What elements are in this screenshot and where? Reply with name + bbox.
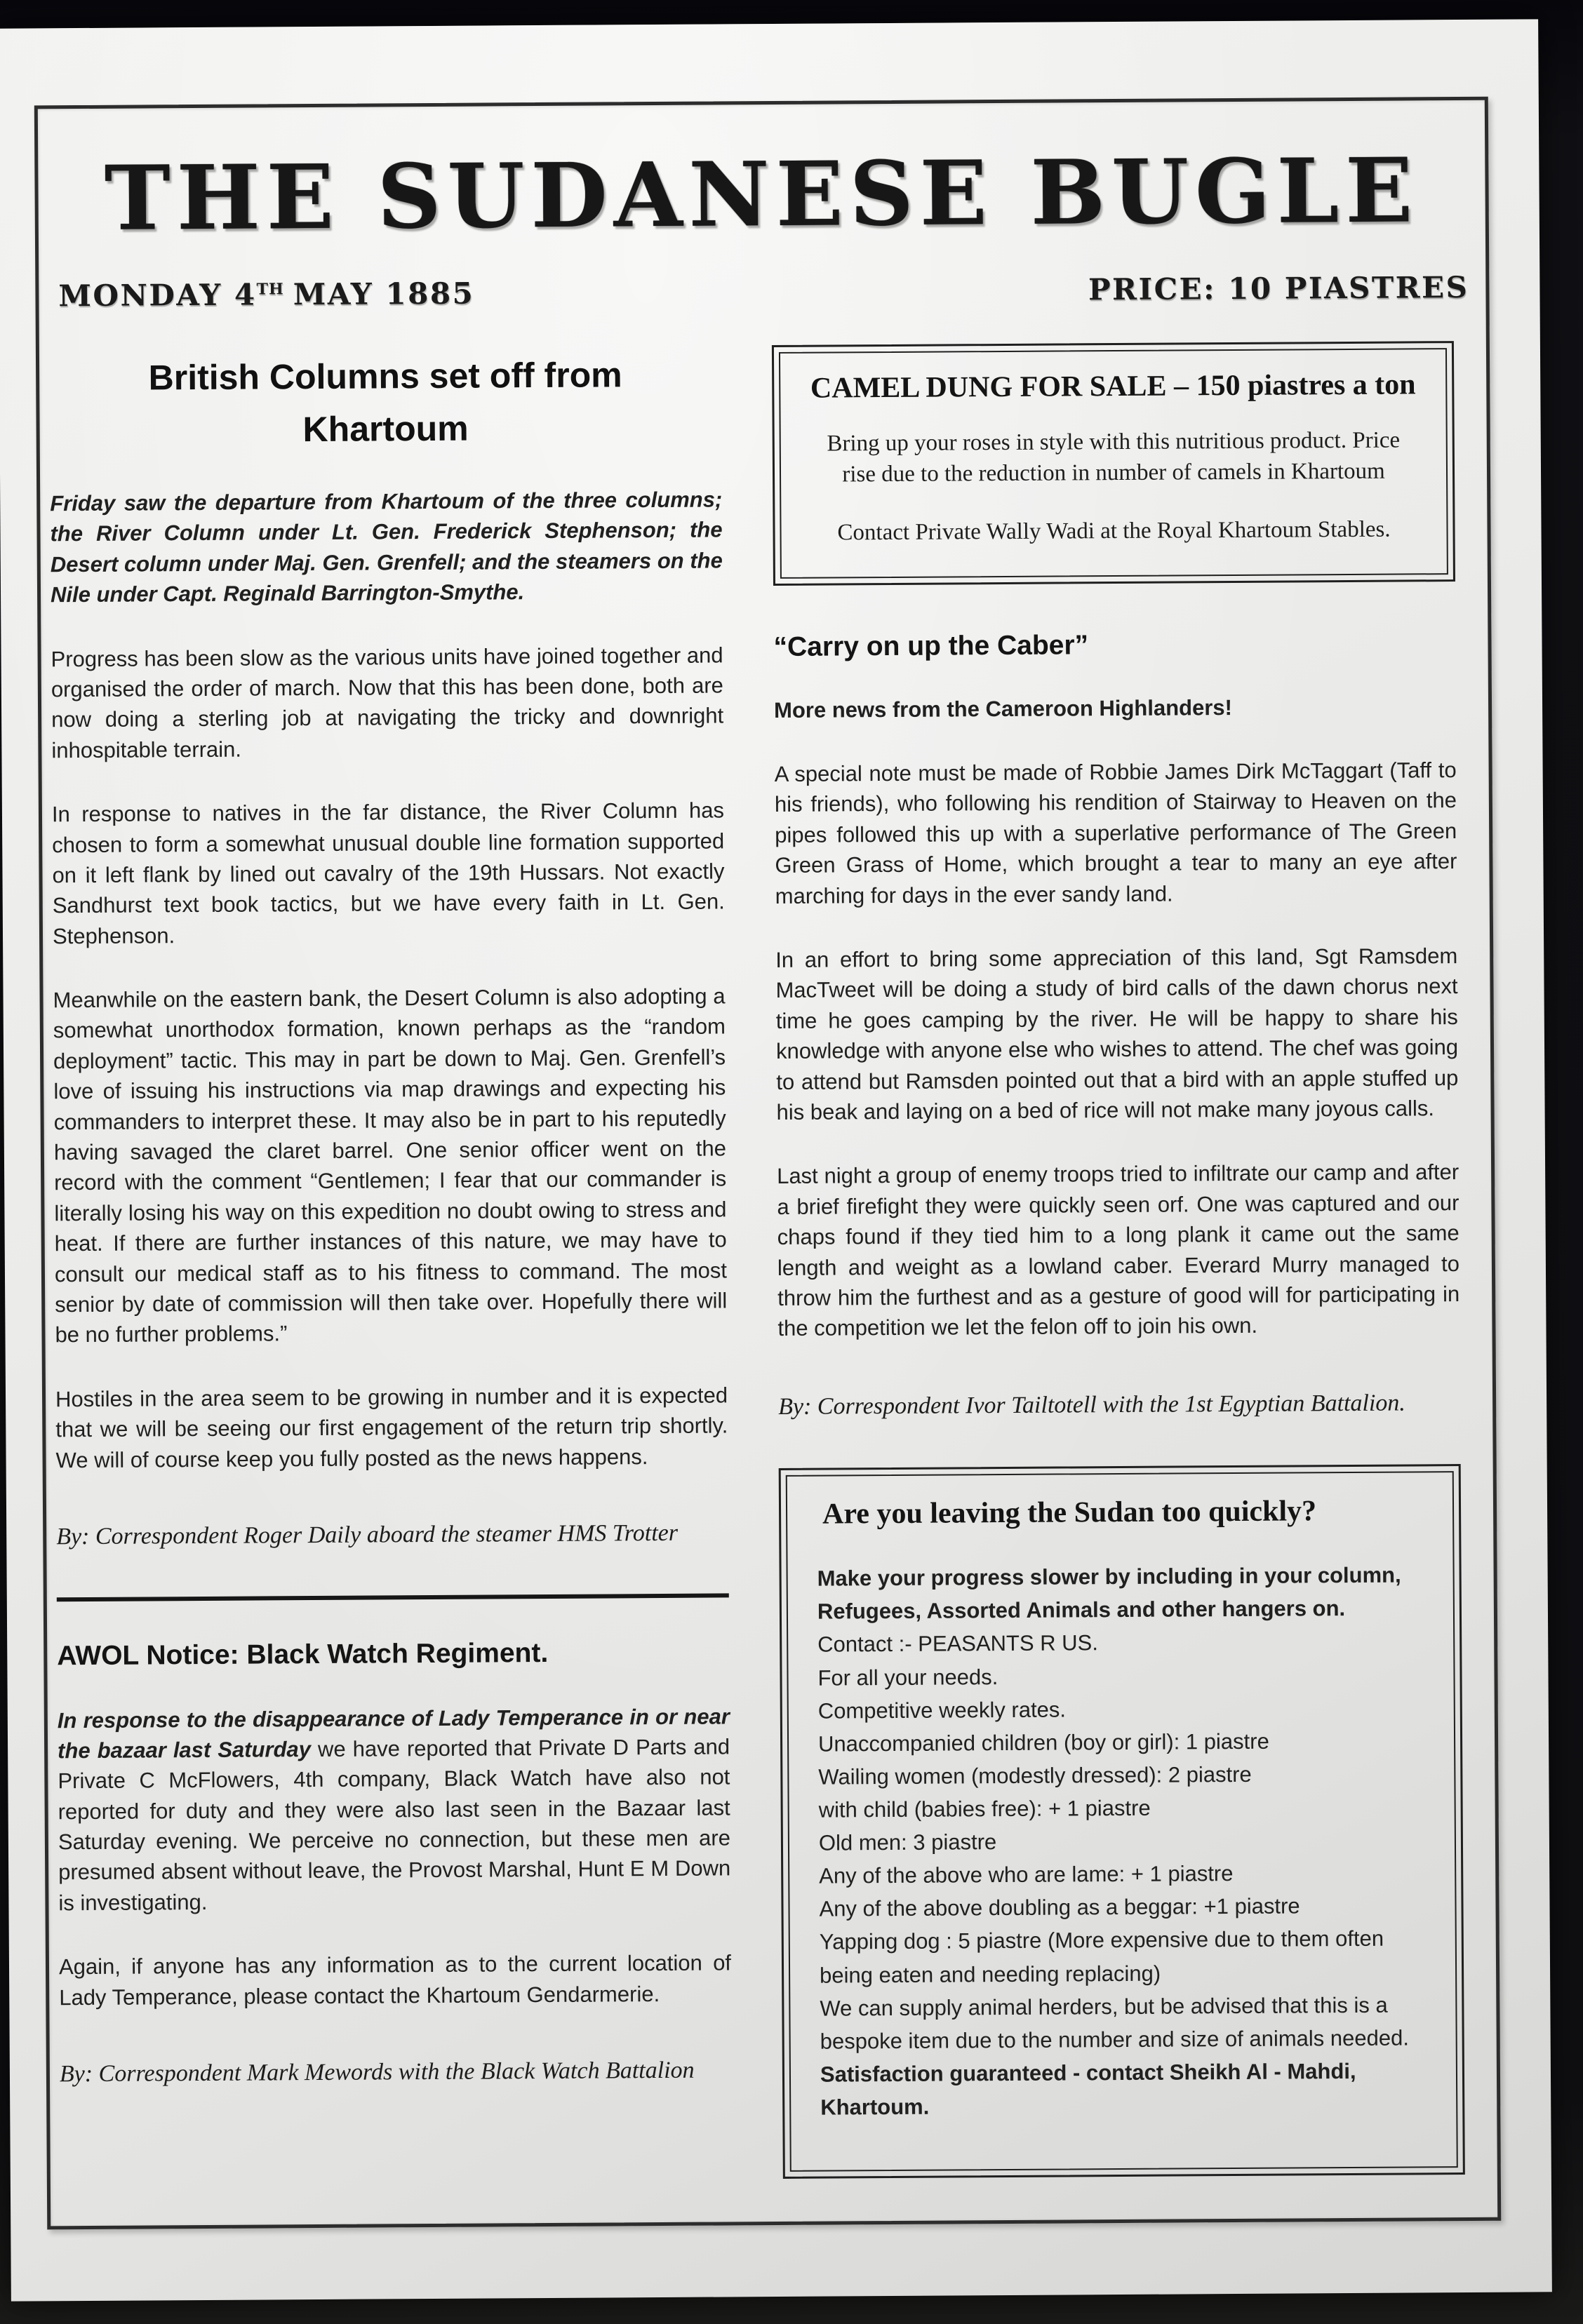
caber-subheading: More news from the Cameroon Highlanders! — [773, 694, 1233, 723]
peasants-ad-line: with child (babies free): + 1 piastre — [818, 1795, 1151, 1822]
peasants-ad-line: Competitive weekly rates. — [817, 1697, 1067, 1724]
peasants-ad-line: Unaccompanied children (boy or girl): 1 piastre — [817, 1728, 1269, 1757]
peasants-ad-line: We can supply animal herders, but be advised that this is a bespoke item due to the number and size of animals needed. — [820, 1992, 1410, 2054]
camel-ad-body: Bring up your roses in style with this nutritious product. Price rise due to the reduction in number of camels in Khartoum — [827, 427, 1401, 487]
caber-paragraph: A special note must be made of Robbie James Dirk McTaggart (Taff to his friends), who following his rendition of Stairway to Heaven on the pipes followed this up with a superlative performance of The Green Green Grass of Home, which brought a tear to many an eye after marching for days in the ever sandy land. — [774, 758, 1457, 908]
peasants-ad-heading: Are you leaving the Sudan too quickly? — [822, 1495, 1317, 1531]
peasants-ad-inner — [786, 1471, 1458, 2172]
awol-heading: AWOL Notice: Black Watch Regiment. — [57, 1637, 549, 1671]
issue-date-day: MONDAY 4 — [58, 277, 257, 314]
awol-lead-emphasis: In response to the disappearance of Lady Temperance in or near the bazaar last Saturday — [57, 1703, 730, 1764]
left-column — [49, 345, 733, 2183]
masthead — [48, 138, 1476, 313]
peasants-ad-line: Yapping dog : 5 piastre (More expensive due to them often being eaten and needing replacing) — [819, 1926, 1384, 1988]
page-columns — [49, 341, 1488, 2184]
caber-heading: “Carry on up the Caber” — [773, 629, 1089, 662]
peasants-ad-line: Old men: 3 piastre — [818, 1829, 997, 1855]
dateline — [58, 270, 1469, 313]
peasants-ad-line: For all your needs. — [817, 1664, 998, 1691]
peasants-ad-line: Contact :- PEASANTS R US. — [817, 1630, 1098, 1658]
newspaper-title: THE SUDANESE BUGLE — [104, 138, 1420, 250]
newspaper-page — [0, 19, 1552, 2301]
awol-paragraph — [58, 1701, 731, 1919]
article-paragraph: Progress has been slow as the various units have joined together and organised the order of march. Now that this has been done, both are now doing a sterling job at navigating the tricky and downright inhospitable terrain. — [51, 642, 724, 763]
caber-paragraph: Last night a group of enemy troops tried to infiltrate our camp and after a brief firefight they were quickly seen orf. One was captured and our chaps found if they tied him to a long plank it came out the same length and weight as a lowland caber. Everard Murry managed to throw him the furthest and as a gesture of good will for participating in the competition we let the felon off to join his own. — [777, 1160, 1460, 1341]
peasants-ad-line: Wailing women (modestly dressed): 2 piastre — [818, 1761, 1252, 1789]
article-lead: Friday saw the departure from Khartoum of the three columns; the River Column under Lt. Gen. Frederick Stephenson; the Desert column under Maj. Gen. Grenfell; and the steamers on the Nile under Capt. Reginald Barrington-Smythe. — [50, 487, 723, 607]
peasants-ad-wrap — [779, 1464, 1465, 2179]
camel-dung-ad-box — [772, 341, 1455, 586]
article-paragraph: Meanwhile on the eastern bank, the Desert Column is also adopting a somewhat unorthodox formation, known perhaps as the “random deployment” tactic. This may in part be down to Maj. Gen. Grenfell’s love of issuing his instructions via map drawings and expecting his commanders to interpret these. It may also be in part to his reputedly having savaged the claret barrel. One senior officer went on the record with the comment “Gentlemen; I fear that our commander is literally losing his way on this expedition no doubt owing to stress and heat. If there are further instances of this nature, we may have to consult our medical staff as to his fitness to command. The most senior by date of commission will then take over. Hopefully there will be no further problems.” — [53, 983, 728, 1348]
peasants-ad-line: Any of the above who are lame: + 1 piastre — [819, 1861, 1234, 1888]
awol-paragraph: Again, if anyone has any information as to the current location of Lady Temperance, please contact the Khartoum Gendarmerie. — [58, 1950, 732, 2010]
camel-dung-ad-inner — [779, 348, 1448, 578]
article-caber — [773, 628, 1460, 1424]
awol-byline: By: Correspondent Mark Mewords with the Black Watch Battalion — [59, 2057, 695, 2088]
issue-date-ordinal: TH — [256, 280, 284, 299]
article-paragraph: In response to natives in the far distance, the River Column has chosen to form a somewhat unusual double line formation supported on it left flank by lined out cavalry of the 19th Hussars. Not exactly Sandhurst text book tactics, but we have every faith in Lt. Gen. Stephenson. — [51, 798, 725, 948]
article-headline: British Columns set off from Khartoum — [148, 355, 622, 450]
article-british-columns — [49, 348, 728, 1553]
article-awol-notice — [57, 1637, 732, 2091]
peasants-ad-box — [779, 1464, 1465, 2179]
issue-price: PRICE: 10 PIASTRES — [1088, 269, 1469, 307]
camel-ad-contact: Contact Private Wally Wadi at the Royal Khartoum Stables. — [837, 516, 1391, 546]
peasants-ad-footer: Satisfaction guaranteed - contact Sheikh Al - Mahdi, Khartoum. — [820, 2058, 1356, 2120]
issue-date — [58, 276, 474, 314]
camel-ad-heading: CAMEL DUNG FOR SALE – 150 piastres a ton — [810, 368, 1416, 405]
caber-paragraph: In an effort to bring some appreciation of this land, Sgt Ramsdem MacTweet will be doing a study of bird calls of the dawn chorus next time he goes camping by the river. He will be happy to share his knowledge with anyone else who wishes to attend. The chef was going to attend but Ramsden pointed out that a bird with an apple stuffed up his beak and laying on a bed of rice will not make many joyous calls. — [775, 943, 1459, 1124]
peasants-ad-intro: Make your progress slower by including in your column, Refugees, Assorted Animals and other hangers on. — [817, 1562, 1401, 1625]
section-divider — [57, 1593, 729, 1601]
article-paragraph: Hostiles in the area seem to be growing in number and it is expected that we will be seeing our first engagement of the return trip shortly. We will of course keep you fully posted as the news happens. — [55, 1383, 728, 1472]
article-byline: By: Correspondent Roger Daily aboard the steamer HMS Trotter — [56, 1519, 679, 1550]
right-column — [772, 341, 1465, 2179]
issue-date-rest: MAY 1885 — [293, 276, 475, 312]
page-border-frame — [34, 97, 1501, 2230]
awol-lead-rest: we have reported that Private D Parts and Private C McFlowers, 4th company, Black Watch have also not reported for duty and they were also last seen in the Bazaar last Saturday evening. We perceive no connection, but these men are presumed absent without leave, the Provost Marshal, Hunt E M Down is investigating. — [58, 1734, 731, 1916]
caber-byline: By: Correspondent Ivor Tailtotell with the 1st Egyptian Battalion. — [778, 1390, 1405, 1420]
peasants-ad-line: Any of the above doubling as a beggar: +1 piastre — [819, 1893, 1300, 1921]
